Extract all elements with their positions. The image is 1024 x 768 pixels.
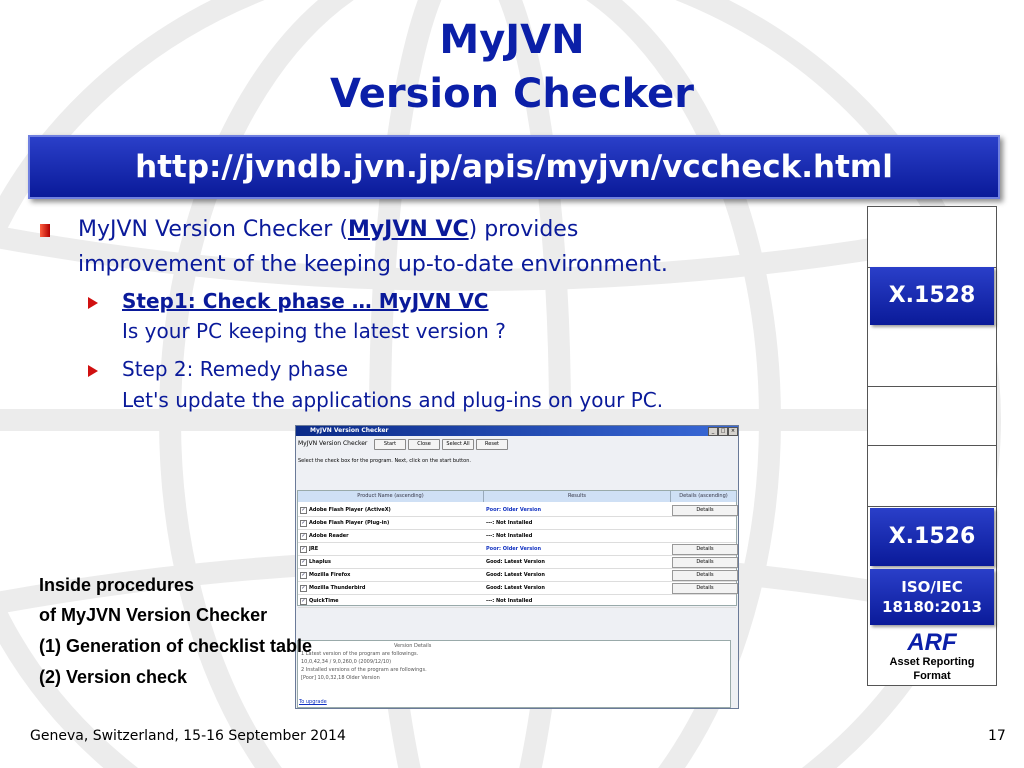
footer-location: Geneva, Switzerland, 15-16 September 2014 bbox=[30, 728, 346, 744]
main-bullet-suffix: ) provides bbox=[468, 217, 579, 242]
slide-title-line2: Version Checker bbox=[329, 71, 695, 117]
reset-button[interactable]: Reset bbox=[476, 439, 508, 450]
details-button[interactable]: Details bbox=[672, 557, 738, 568]
start-button[interactable]: Start bbox=[374, 439, 406, 450]
arf-cell bbox=[868, 631, 996, 683]
product-name: Adobe Flash Player (Plug-in) bbox=[309, 520, 390, 526]
details-line: 2 Installed versions of the program are followings. bbox=[301, 667, 427, 673]
window-header: MyJVN Version Checker bbox=[298, 440, 368, 447]
product-name: JRE bbox=[309, 546, 319, 552]
window-title: MyJVN Version Checker bbox=[310, 427, 389, 434]
row-checkbox[interactable]: ✓ bbox=[301, 533, 306, 539]
column-header-product[interactable]: Product Name (ascending) bbox=[298, 491, 484, 502]
standards-empty-cell bbox=[868, 207, 996, 268]
result-value: ---: Not Installed bbox=[486, 533, 533, 539]
standards-empty-cell bbox=[868, 446, 996, 507]
details-button[interactable]: Details bbox=[672, 583, 738, 594]
row-checkbox[interactable]: ✓ bbox=[301, 546, 306, 552]
bullet-square-icon bbox=[40, 224, 50, 237]
select-all-button[interactable]: Select All bbox=[442, 439, 474, 450]
product-name: Mozilla Thunderbird bbox=[309, 585, 366, 591]
product-name: QuickTime bbox=[309, 598, 339, 604]
arrow-bullet-icon bbox=[88, 297, 98, 309]
row-checkbox[interactable]: ✓ bbox=[301, 520, 306, 526]
step2-title: Step 2: Remedy phase bbox=[122, 357, 349, 381]
x1526-badge: X.1526 bbox=[870, 508, 994, 566]
table-row[interactable] bbox=[298, 517, 736, 530]
row-checkbox[interactable]: ✓ bbox=[301, 559, 306, 565]
myjvn-vc-link[interactable]: MyJVN VC bbox=[347, 217, 469, 242]
result-value: Good: Latest Version bbox=[486, 585, 545, 591]
close-button[interactable]: Close bbox=[408, 439, 440, 450]
table-row[interactable] bbox=[298, 543, 736, 556]
slide-title-line1: MyJVN bbox=[439, 17, 585, 63]
arf-desc-line1: Asset Reporting bbox=[889, 656, 975, 668]
page-number: 17 bbox=[988, 728, 1006, 744]
minimize-icon[interactable]: _ bbox=[708, 427, 718, 436]
step1-desc: Is your PC keeping the latest version ? bbox=[122, 319, 506, 343]
product-name: Adobe Flash Player (ActiveX) bbox=[309, 507, 391, 513]
row-checkbox[interactable]: ✓ bbox=[301, 585, 306, 591]
standards-empty-cell bbox=[868, 387, 996, 446]
arf-label: ARF bbox=[907, 629, 957, 656]
table-row[interactable] bbox=[298, 582, 736, 595]
details-button[interactable]: Details bbox=[672, 544, 738, 555]
arf-desc-line2: Format bbox=[913, 670, 951, 682]
row-checkbox[interactable]: ✓ bbox=[301, 507, 306, 513]
details-line: 1 Latest version of the program are followings. bbox=[301, 651, 419, 657]
table-row[interactable] bbox=[298, 556, 736, 569]
standards-empty-cell bbox=[868, 328, 996, 387]
details-line: [Poor] 10,0,32,18 Older Version bbox=[301, 675, 380, 681]
details-line: Version Details bbox=[394, 643, 432, 649]
column-header-results[interactable]: Results bbox=[484, 491, 671, 502]
iso-badge bbox=[870, 569, 994, 625]
details-button[interactable]: Details bbox=[672, 570, 738, 581]
result-value: Poor: Older Version bbox=[486, 507, 542, 513]
url-banner bbox=[28, 135, 1000, 199]
row-checkbox[interactable]: ✓ bbox=[301, 598, 306, 604]
url-banner-text[interactable]: http://jvndb.jvn.jp/apis/myjvn/vccheck.html bbox=[135, 149, 893, 185]
procedures-line3: (1) Generation of checklist table bbox=[39, 636, 313, 656]
table-row[interactable] bbox=[298, 595, 736, 608]
main-bullet-prefix: MyJVN Version Checker ( bbox=[78, 217, 348, 242]
details-button[interactable]: Details bbox=[672, 505, 738, 516]
standards-table bbox=[867, 206, 997, 686]
table-row[interactable] bbox=[298, 530, 736, 543]
main-bullet-line1 bbox=[78, 214, 578, 245]
results-table bbox=[297, 490, 737, 606]
main-bullet-line2: improvement of the keeping up-to-date environment. bbox=[78, 252, 668, 277]
result-value: ---: Not Installed bbox=[486, 520, 533, 526]
procedures-line4: (2) Version check bbox=[39, 667, 188, 687]
result-value: Poor: Older Version bbox=[486, 546, 542, 552]
details-line: 10,0,42,34 / 9,0,260,0 (2009/12/10) bbox=[301, 659, 392, 665]
procedures-line1: Inside procedures bbox=[39, 575, 195, 595]
column-header-details[interactable]: Details (ascending) bbox=[671, 491, 737, 502]
result-value: ---: Not Installed bbox=[486, 598, 533, 604]
version-checker-window bbox=[295, 425, 739, 709]
step1-title[interactable]: Step1: Check phase … MyJVN VC bbox=[122, 289, 489, 313]
table-row[interactable] bbox=[298, 569, 736, 582]
iso-badge-line1: ISO/IEC bbox=[901, 578, 963, 596]
x1528-badge: X.1528 bbox=[870, 267, 994, 325]
iso-badge-line2: 18180:2013 bbox=[882, 598, 982, 616]
step2-desc: Let's update the applications and plug-ins on your PC. bbox=[122, 388, 664, 412]
result-value: Good: Latest Version bbox=[486, 559, 545, 565]
instruction-text: Select the check box for the program. Next, click on the start button. bbox=[298, 458, 471, 464]
arrow-bullet-icon bbox=[88, 365, 98, 377]
upgrade-link[interactable]: To upgrade bbox=[299, 699, 327, 705]
row-checkbox[interactable]: ✓ bbox=[301, 572, 306, 578]
product-name: Adobe Reader bbox=[309, 533, 349, 539]
product-name: Mozilla Firefox bbox=[309, 572, 351, 578]
procedures-line2: of MyJVN Version Checker bbox=[39, 605, 268, 625]
details-pane bbox=[297, 640, 731, 708]
table-row[interactable] bbox=[298, 504, 736, 517]
result-value: Good: Latest Version bbox=[486, 572, 545, 578]
product-name: Lhaplus bbox=[309, 559, 331, 565]
window-titlebar[interactable] bbox=[296, 426, 738, 436]
maximize-icon[interactable]: □ bbox=[718, 427, 728, 436]
close-icon[interactable]: × bbox=[728, 427, 738, 436]
